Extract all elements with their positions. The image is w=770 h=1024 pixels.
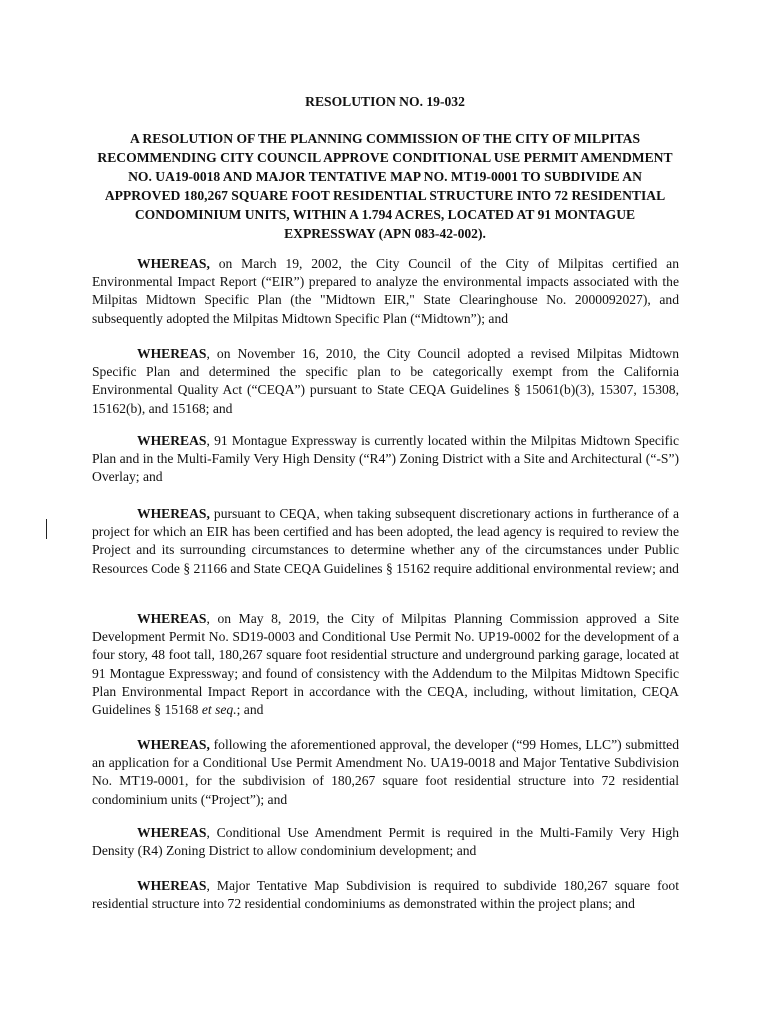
whereas-lead: WHEREAS — [137, 611, 207, 626]
whereas-paragraph-8 — [92, 877, 679, 913]
paragraph-text: , Conditional Use Amendment Permit is required in the Multi-Family Very High Density (R4) Zoning District to allow condominium development; and — [92, 825, 679, 859]
text-cursor — [46, 519, 47, 539]
paragraph-text: , on November 16, 2010, the City Council adopted a revised Milpitas Midtown Specific Plan and determined the specific plan to be categorically exempt from the California Environmental Quality Act (“CEQA”) pursuant to State CEQA Guidelines § 15061(b)(3), 15307, 15308, 15162(b), and 15168; and — [92, 346, 679, 416]
whereas-lead: WHEREAS — [137, 346, 207, 361]
whereas-paragraph-4 — [92, 505, 679, 578]
italic-citation: et seq. — [201, 702, 237, 718]
paragraph-text: on March 19, 2002, the City Council of the City of Milpitas certified an Environmental Impact Report (“EIR”) prepared to analyze the environmental impacts associated with the Milpitas Midtown Specific Plan (the "Midtown EIR," State Clearinghouse No. 2000092027), and subsequently adopted the Milpitas Midtown Specific Plan (“Midtown”); and — [92, 256, 679, 326]
whereas-lead: WHEREAS — [137, 878, 207, 893]
whereas-paragraph-3 — [92, 432, 679, 487]
whereas-paragraph-7 — [92, 824, 679, 860]
whereas-lead: WHEREAS, — [137, 506, 210, 521]
resolution-number: RESOLUTION NO. 19-032 — [305, 94, 465, 109]
whereas-lead: WHEREAS, — [137, 737, 210, 752]
whereas-paragraph-5 — [92, 610, 679, 719]
whereas-paragraph-6 — [92, 736, 679, 809]
paragraph-text: pursuant to CEQA, when taking subsequent discretionary actions in furtherance of a project for which an EIR has been certified and has been adopted, the lead agency is required to review the Project and its surrounding circumstances to determine whether any of the circumstances under Public Resources Code § 21166 and State CEQA Guidelines § 15162 require additional environmental review; and — [92, 506, 679, 576]
paragraph-text: , 91 Montague Expressway is currently located within the Milpitas Midtown Specific Plan and in the Multi-Family Very High Density (“R4”) Zoning District with a Site and Architectural (“-S”) Overlay; and — [92, 433, 679, 485]
paragraph-text: following the aforementioned approval, the developer (“99 Homes, LLC”) submitted an application for a Conditional Use Permit Amendment No. UA19-0018 and Major Tentative Subdivision No. MT19-0001, for the subdivision of 180,267 square foot residential structure into 72 residential condominium units (“Project”); and — [92, 737, 679, 807]
paragraph-text: , on May 8, 2019, the City of Milpitas Planning Commission approved a Site Development Permit No. SD19-0003 and Conditional Use Permit No. UP19-0002 for the development of a four story, 48 foot tall, 180,267 square foot residential structure and underground parking garage, located at 91 Montague Expressway; and found of consistency with the Addendum to the Milpitas Midtown Specific Plan Environmental Impact Report in accordance with the CEQA, including, without limitation, CEQA Guidelines § 15168 — [92, 611, 679, 718]
paragraph-tail: ; and — [236, 702, 264, 718]
paragraph-text: , Major Tentative Map Subdivision is required to subdivide 180,267 square foot residential structure into 72 residential condominiums as demonstrated within the project plans; and — [92, 878, 679, 912]
whereas-lead: WHEREAS, — [137, 256, 210, 271]
whereas-paragraph-2 — [92, 345, 679, 418]
whereas-paragraph-1 — [92, 255, 679, 328]
whereas-lead: WHEREAS — [137, 825, 207, 840]
whereas-lead: WHEREAS — [137, 433, 207, 448]
resolution-title: A RESOLUTION OF THE PLANNING COMMISSION OF THE CITY OF MILPITAS RECOMMENDING CITY COUNCIL APPROVE CONDITIONAL USE PERMIT AMENDMENT NO. UA19-0018 AND MAJOR TENTATIVE MAP NO. MT19-0001 TO SUBDIVIDE AN APPROVED 180,267 SQUARE FOOT RESIDENTIAL STRUCTURE INTO 72 RESIDENTIAL CONDOMINIUM UNITS, WITHIN A 1.794 ACRES, LOCATED AT 91 MONTAGUE EXPRESSWAY (APN 083-42-002). — [97, 131, 673, 241]
